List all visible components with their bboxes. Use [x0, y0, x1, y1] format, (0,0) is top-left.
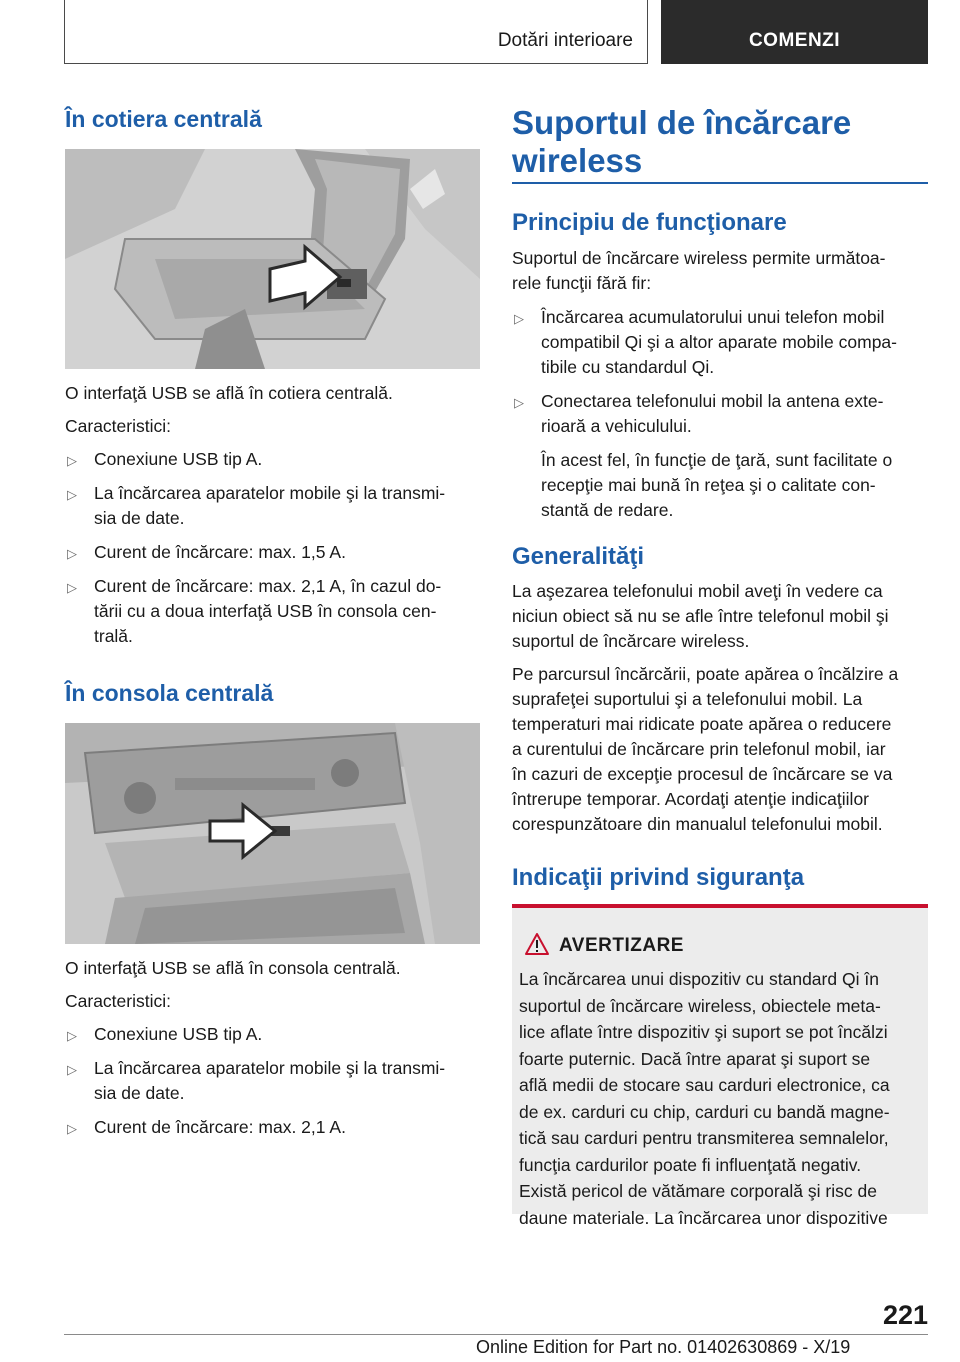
bullet-triangle-icon: ▷ [67, 453, 77, 468]
heading-armrest: În cotiera centrală [65, 106, 262, 132]
console-intro: O interfaţă USB se află în consola centrală. [65, 958, 401, 978]
principle-intro: Suportul de încărcare wireless permite următoa‐ rele funcţii fără fir: [512, 248, 886, 293]
bullet-triangle-icon: ▷ [67, 546, 77, 561]
list-item: ▷ Conexiune USB tip A. [65, 447, 480, 472]
center-console-usb-illustration [65, 723, 480, 944]
armrest-intro: O interfaţă USB se află în cotiera centrală. [65, 383, 393, 403]
warning-title: AVERTIZARE [559, 935, 684, 956]
list-item: ▷ Curent de încărcare: max. 2,1 A, în cazul do‐ tării cu a doua interfaţă USB în consola cen‐ trală. [67, 576, 442, 646]
page-title: Suportul de încărcare wireless [512, 104, 852, 179]
header-chapter-tab: COMENZI [661, 0, 928, 64]
list-item: ▷ Conectarea telefonului mobil la antena exte‐ rioară a vehiculului. [514, 391, 884, 436]
list-item: ▷ Curent de încărcare: max. 2,1 A. [65, 1115, 480, 1140]
armrest-usb-illustration [65, 149, 480, 369]
general-paragraph-2: Pe parcursul încărcării, poate apărea o încălzire a suprafeţei suportului şi a telefonului mobil. La temperaturi mai ridicate poate apărea o reducere a curentului de încărcare prin telefonul mobil, iar în cazuri de excepţie procesul de încărcare se va întrerupe temporar. Acordaţi atenţie indicaţiilor corespunzătoare din manualul telefonului mobil. [512, 664, 899, 834]
general-paragraph-1: La aşezarea telefonului mobil aveţi în vedere ca niciun obiect să nu se afle între telefonul mobil şi suportul de încărcare wireless. [512, 581, 889, 651]
heading-safety: Indicaţii privind siguranţa [512, 864, 805, 891]
bullet-triangle-icon: ▷ [514, 311, 524, 326]
bullet-triangle-icon: ▷ [67, 1062, 77, 1077]
page-number: 221 [882, 1300, 928, 1330]
warning-triangle-icon [524, 932, 550, 956]
list-item: ▷ La încărcarea aparatelor mobile şi la transmi‐ sia de date. [67, 1058, 446, 1103]
bullet-triangle-icon: ▷ [67, 1121, 77, 1136]
bullet-triangle-icon: ▷ [514, 395, 524, 410]
bullet-triangle-icon: ▷ [67, 1028, 77, 1043]
list-item: ▷ Conexiune USB tip A. [65, 1022, 480, 1047]
bullet-triangle-icon: ▷ [67, 580, 77, 595]
footer-edition: Online Edition for Part no. 01402630869 - X/19 [476, 1337, 851, 1357]
antenna-note: În acest fel, în funcţie de ţară, sunt facilitate o recepţie mai bună în reţea şi o calitate con‐ stantă de redare. [541, 450, 893, 520]
heading-general: Generalităţi [512, 543, 645, 570]
header-frame [64, 0, 648, 64]
bullet-triangle-icon: ▷ [67, 487, 77, 502]
footer-rule [64, 1334, 928, 1335]
list-item: ▷ La încărcarea aparatelor mobile şi la transmi‐ sia de date. [67, 483, 446, 528]
heading-operating-principle: Principiu de funcţionare [512, 209, 787, 236]
header-section-title: Dotări interioare [497, 30, 633, 51]
warning-text: La încărcarea unui dispozitiv cu standard Qi în suportul de încărcare wireless, obiectele meta‐ lice aflate între dispozitiv şi suport se pot încălzi foarte puternic. Dacă între aparat şi suport se află medii de stocare sau carduri electronice, ca de ex. carduri cu chip, carduri cu bandă magne‐ tică sau carduri pentru transmiterea semnalelor, funcţia cardurilor poate fi influenţată negativ. Există pericol de vătămare corporală şi risc de daune materiale. La încărcarea unor dispozitive [519, 969, 890, 1228]
console-features-label: Caracteristici: [65, 991, 171, 1011]
warning-box [512, 904, 928, 1228]
armrest-features-label: Caracteristici: [65, 416, 171, 436]
list-item: ▷ Încărcarea acumulatorului unui telefon mobil compatibil Qi şi a altor aparate mobile compa‐ tibile cu standardul Qi. [514, 307, 897, 377]
list-item: ▷ Curent de încărcare: max. 1,5 A. [65, 540, 480, 565]
title-rule [512, 182, 928, 184]
heading-center-console: În consola centrală [65, 680, 274, 706]
